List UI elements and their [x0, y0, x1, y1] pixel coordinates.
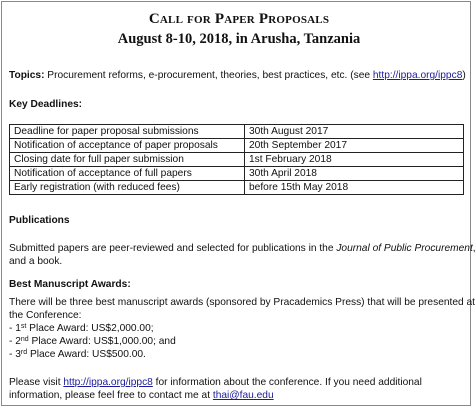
- footer-text: for information about the conference. If you need additional: [152, 377, 422, 388]
- topics-label: Topics:: [9, 70, 45, 81]
- footer-line-1: [9, 376, 422, 389]
- footer-text: information, please feel free to contact me at: [9, 390, 213, 401]
- deadline-item: Closing date for full paper submission: [10, 153, 245, 167]
- deadline-date: before 15th May 2018: [245, 181, 464, 195]
- document-title: Call for Paper Proposals: [148, 11, 330, 27]
- awards-heading: Best Manuscript Awards:: [9, 279, 131, 290]
- contact-email-link[interactable]: thai@fau.edu: [212, 390, 274, 401]
- topics-line: [9, 69, 466, 82]
- award-text: Place Award: US$500.00.: [27, 349, 146, 360]
- deadline-item: Early registration (with reduced fees): [10, 181, 245, 195]
- table-row: [10, 153, 464, 167]
- deadline-date: 30th August 2017: [245, 125, 464, 139]
- topics-text: Procurement reforms, e-procurement, theories, best practices, etc. (see: [44, 70, 373, 81]
- publications-line-1: [9, 242, 476, 255]
- publications-heading: Publications: [9, 215, 70, 226]
- document-frame: [1, 1, 476, 406]
- award-rank-suffix: nd: [20, 336, 29, 343]
- table-row: [10, 139, 464, 153]
- award-item-third: [9, 348, 146, 361]
- deadlines-table: [9, 124, 464, 195]
- footer-line-2: [9, 389, 274, 402]
- topics-close: ): [462, 70, 466, 81]
- award-rank-suffix: st: [20, 323, 27, 330]
- award-text: Place Award: US$2,000.00;: [26, 323, 154, 334]
- publications-line-2: and a book.: [9, 256, 63, 267]
- table-row: [10, 125, 464, 139]
- award-rank: - 2: [9, 336, 21, 347]
- deadline-date: 30th April 2018: [245, 167, 464, 181]
- table-row: [10, 167, 464, 181]
- award-text: Place Award: US$1,000.00; and: [28, 336, 176, 347]
- deadline-date: 20th September 2017: [245, 139, 464, 153]
- footer-text: Please visit: [9, 377, 64, 388]
- award-item-second: [9, 335, 176, 348]
- table-row: [10, 181, 464, 195]
- awards-line-2: the Conference:: [9, 310, 82, 321]
- deadline-item: Notification of acceptance of paper proposals: [10, 139, 245, 153]
- conference-link[interactable]: http://ippa.org/ippc8: [63, 377, 153, 388]
- journal-name: Journal of Public Procurement: [336, 243, 473, 254]
- award-rank: - 1: [9, 323, 21, 334]
- topics-link[interactable]: http://ippa.org/ippc8: [372, 70, 463, 81]
- key-deadlines-heading: Key Deadlines:: [9, 99, 83, 110]
- award-rank-suffix: rd: [20, 349, 28, 356]
- deadline-item: Deadline for paper proposal submissions: [10, 125, 245, 139]
- event-dates-location: August 8-10, 2018, in Arusha, Tanzania: [117, 31, 361, 47]
- award-item-first: [9, 322, 154, 335]
- award-rank: - 3: [9, 349, 21, 360]
- publications-text: Submitted papers are peer-reviewed and selected for publications in the: [9, 243, 337, 254]
- deadline-date: 1st February 2018: [245, 153, 464, 167]
- deadline-item: Notification of acceptance of full papers: [10, 167, 245, 181]
- awards-line-1: There will be three best manuscript awards (sponsored by Pracademics Press) that will be presented at: [9, 297, 476, 308]
- publications-comma: ,: [472, 243, 476, 254]
